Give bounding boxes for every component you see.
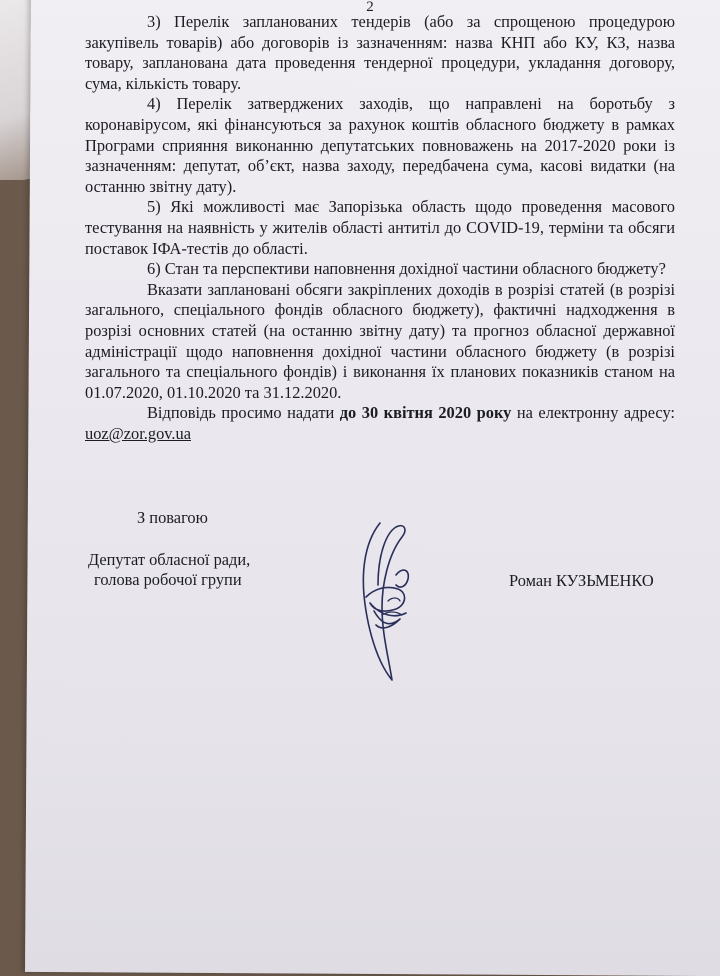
item-5-testing: 5) Які можливості має Запорізька область щодо проведення масового тестування на наявність у жителів області антитіл до COVID-19, терміни та обсяги поставок ІФА-тестів до області. — [85, 197, 675, 258]
handwritten-signature — [352, 515, 422, 685]
response-suffix: на електронну адресу: — [511, 403, 675, 423]
closing-greeting: З повагою — [137, 508, 208, 527]
signatory-name: Роман КУЗЬМЕНКО — [509, 571, 654, 590]
response-deadline: до 30 квітня 2020 року — [339, 403, 512, 423]
position-line-2: голова робочої групи — [94, 570, 242, 589]
item-4-measures: 4) Перелік затверджених заходів, що направлені на боротьбу з коронавірусом, які фінансуються за рахунок коштів обласного бюджету в рамках Програми сприяння виконанню депутатських повноважень на 2017-2020 роки із зазначенням: депутат, об’єкт, назва заходу, передбачена сума, касові видатки (на останню звітну дату). — [85, 94, 675, 196]
email-link[interactable]: uoz@zor.gov.ua — [85, 423, 191, 443]
item-3-tenders: 3) Перелік запланованих тендерів (або за спрощеною процедурою закупівель товарів) або договорів із зазначенням: назва КНП або КУ, КЗ, назва товару, запланована дата проведення тендерної процедури, укладання договору, сума, кількість товару. — [85, 12, 675, 93]
page-number: 2 — [366, 0, 374, 15]
document-body — [85, 0, 675, 444]
response-request — [85, 403, 675, 444]
response-prefix: Відповідь просимо надати — [147, 403, 340, 423]
position-line-1: Депутат обласної ради, — [88, 550, 251, 569]
item-6-budget: 6) Стан та перспективи наповнення дохідної частини обласного бюджету? — [147, 259, 666, 279]
budget-details: Вказати заплановані обсяги закріплених доходів в розрізі статей (в розрізі загального, спеціального фондів обласного бюджету), фактичні надходження в розрізі основних статей (на останню звітну дату) та прогноз обласної державної адміністрації щодо наповнення дохідної частини обласного бюджету (в розрізі загального та спеціального фондів) і виконання їх планових показників станом на 01.07.2020, 01.10.2020 та 31.12.2020. — [85, 279, 675, 402]
